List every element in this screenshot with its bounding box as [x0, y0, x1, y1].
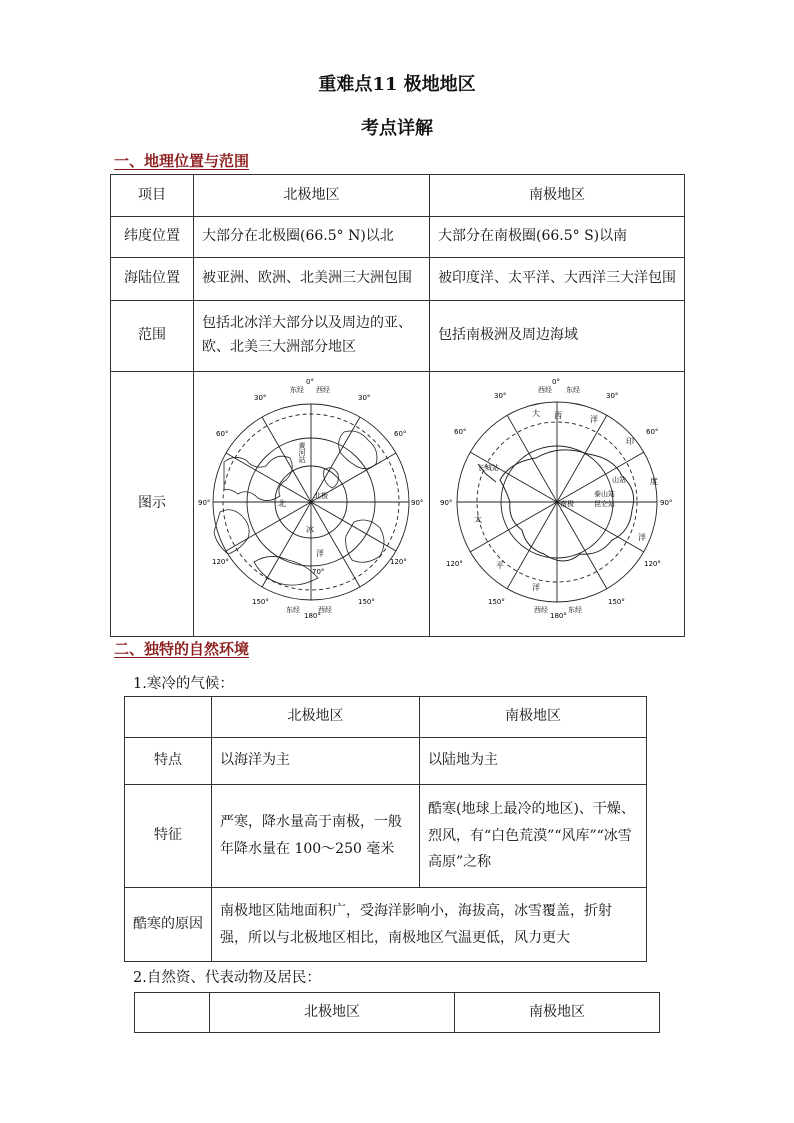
table-header: 北极地区 [210, 993, 455, 1033]
ocean-label: 洋 [532, 583, 540, 592]
map-label: 东经 [286, 606, 300, 614]
yellow-river-station-label: 黄河站 [298, 442, 306, 463]
map-label: 90° [411, 499, 424, 507]
map-label: 东经 [568, 606, 582, 614]
table-header: 北极地区 [194, 175, 430, 217]
table-cell: 被亚洲、欧洲、北美洲三大洲包围 [194, 258, 430, 301]
ocean-label: 洋 [638, 533, 646, 542]
map-label: 90° [660, 499, 673, 507]
ocean-label: 西 [554, 411, 562, 420]
table-cell: 大部分在南极圈(66.5° S)以南 [430, 217, 685, 258]
map-label: 120° [390, 558, 407, 566]
map-label: 180° [304, 612, 321, 620]
map-label: 150° [252, 598, 269, 606]
table-cell: 特征 [125, 785, 212, 888]
table-cell: 包括北冰洋大部分以及周边的亚、欧、北美三大洲部分地区 [194, 301, 430, 372]
taishan-station-label: 泰山站 [594, 490, 615, 498]
map-label: 150° [358, 598, 375, 606]
map-label: 西经 [538, 386, 552, 394]
map-label: 西经 [318, 606, 332, 614]
map-label: 东经 [290, 386, 304, 394]
map-label: 0° [306, 378, 314, 386]
ocean-label: 平 [496, 561, 504, 570]
table-header: 项目 [111, 175, 194, 217]
zhongshan-station-label: 山站 [612, 476, 626, 484]
map-label: 90° [440, 499, 453, 507]
south-pole-map-cell [430, 372, 685, 637]
table-cell: 酷寒(地球上最冷的地区)、干燥、烈风，有“白色荒漠”“风库”“冰雪高原”之称 [420, 785, 647, 888]
table-cell: 特点 [125, 738, 212, 785]
subheading-resources: 2.自然资、代表动物及居民： [133, 970, 321, 986]
ocean-label: 太 [474, 515, 482, 524]
table-cell: 图示 [111, 372, 194, 637]
ocean-label: 北 [278, 499, 286, 508]
north-pole-label: 北极 [314, 492, 328, 500]
table-header [135, 993, 210, 1033]
map-label: 120° [446, 560, 463, 568]
north-pole-map [194, 372, 428, 627]
table-cell: 海陆位置 [111, 258, 194, 301]
changcheng-station-label: 长城站 [478, 464, 499, 472]
page-subtitle: 考点详解 [361, 118, 433, 139]
map-label: 60° [216, 430, 229, 438]
page-title: 重难点11 极地地区 [318, 74, 476, 95]
location-table [110, 174, 685, 637]
map-label: 东经 [566, 386, 580, 394]
ocean-label: 洋 [590, 415, 598, 424]
table-cell: 南极地区陆地面积广，受海洋影响小，海拔高，冰雪覆盖，折射强，所以与北极地区相比，南极地区气温更低，风力更大 [212, 888, 647, 962]
table-header: 南极地区 [430, 175, 685, 217]
map-label: 0° [552, 378, 560, 386]
map-label: 70° [312, 568, 325, 576]
table-header: 南极地区 [455, 993, 660, 1033]
map-label: 180° [550, 612, 567, 620]
map-label: 150° [608, 598, 625, 606]
table-header: 北极地区 [212, 697, 420, 738]
table-cell: 酷寒的原因 [125, 888, 212, 962]
map-label: 西经 [534, 606, 548, 614]
table-header [125, 697, 212, 738]
table-header: 南极地区 [420, 697, 647, 738]
ocean-label: 度 [650, 477, 658, 486]
map-label: 150° [488, 598, 505, 606]
south-pole-map [430, 372, 684, 627]
table-cell: 以陆地为主 [420, 738, 647, 785]
map-label: 60° [394, 430, 407, 438]
kunlun-station-label: 昆仑站 [594, 500, 615, 508]
map-label: 90° [198, 499, 211, 507]
section-heading-environment: 二、独特的自然环境 [114, 640, 250, 658]
map-label: 120° [212, 558, 229, 566]
map-label: 30° [254, 394, 267, 402]
map-label: 30° [358, 394, 371, 402]
table-cell: 范围 [111, 301, 194, 372]
ocean-label: 洋 [316, 549, 324, 558]
ocean-label: 冰 [306, 525, 314, 534]
resources-table [134, 992, 660, 1033]
south-pole-label: 南极 [560, 500, 574, 508]
table-cell: 以海洋为主 [212, 738, 420, 785]
map-label: 30° [494, 392, 507, 400]
ocean-label: 印 [626, 437, 634, 446]
map-label: 60° [646, 428, 659, 436]
map-label: 西经 [316, 386, 330, 394]
table-cell: 大部分在北极圈(66.5° N)以北 [194, 217, 430, 258]
map-label: 30° [606, 392, 619, 400]
north-pole-map-cell [194, 372, 430, 637]
ocean-label: 大 [532, 409, 540, 418]
table-cell: 被印度洋、太平洋、大西洋三大洋包围 [430, 258, 685, 301]
table-cell: 纬度位置 [111, 217, 194, 258]
climate-table [124, 696, 647, 962]
table-cell: 包括南极洲及周边海域 [430, 301, 685, 372]
map-label: 60° [454, 428, 467, 436]
section-heading-location: 一、地理位置与范围 [114, 152, 250, 170]
table-cell: 严寒，降水量高于南极，一般年降水量在 100～250 毫米 [212, 785, 420, 888]
map-label: 120° [644, 560, 661, 568]
subheading-climate: 1.寒冷的气候： [133, 676, 234, 692]
